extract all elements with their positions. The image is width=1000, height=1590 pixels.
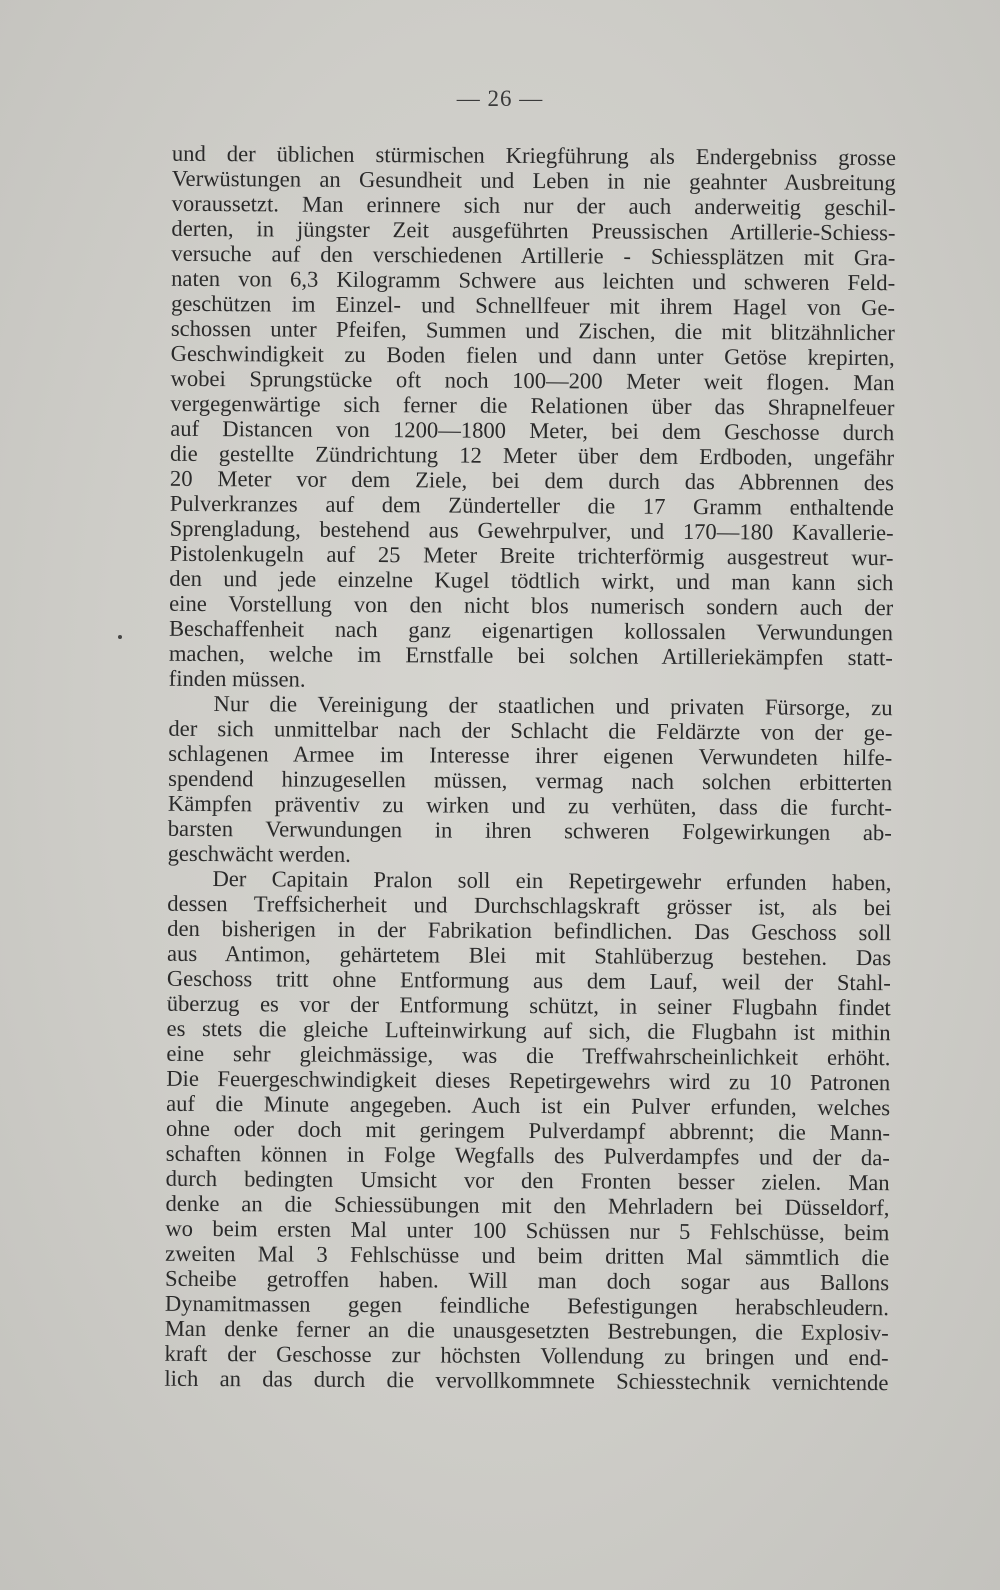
text-line: Pulverkranzes auf dem Zünderteller die 17 Gramm enthaltende [169, 490, 894, 521]
text-line: Geschoss tritt ohne Entformung aus dem Lauf, weil der Stahl- [166, 965, 891, 996]
text-line: lich an das durch die vervollkommnete Schiesstechnik vernichtende [164, 1365, 889, 1396]
text-line: finden müssen. [168, 665, 306, 692]
text-line: es stets die gleiche Lufteinwirkung auf sich, die Flugbahn ist mithin [166, 1015, 891, 1046]
text-line: den und jede einzelne Kugel tödtlich wirkt, und man kann sich [169, 565, 894, 596]
text-line: schaften können in Folge Wegfalls des Pulverdampfes und der da- [165, 1140, 890, 1171]
text-line: barsten Verwundungen in ihren schweren Folgewirkungen ab- [167, 815, 892, 846]
page-number: — 26 — [456, 86, 544, 111]
text-line: versuche auf den verschiedenen Artillerie - Schiessplätzen mit Gra- [171, 240, 896, 271]
body-text [164, 141, 896, 1395]
text-line: geschützen im Einzel- und Schnellfeuer mit ihrem Hagel von Ge- [170, 290, 896, 321]
text-line: Verwüstungen an Gesundheit und Leben in nie geahnter Ausbreitung [171, 165, 896, 196]
text-line: aus Antimon, gehärtetem Blei mit Stahlüberzug bestehen. Das [166, 940, 892, 971]
text-line: der sich unmittelbar nach der Schlacht die Feldärzte von der ge- [168, 715, 893, 746]
text-line: den bisherigen in der Fabrikation befindlichen. Das Geschoss soll [167, 915, 892, 946]
text-line: durch bedingten Umsicht vor den Fronten besser zielen. Man [165, 1165, 890, 1196]
text-line: schlagenen Armee im Interesse ihrer eigenen Verwundeten hilfe- [168, 740, 893, 771]
text-line: machen, welche im Ernstfalle bei solchen Artilleriekämpfen statt- [168, 640, 893, 671]
text-line: 20 Meter vor dem Ziele, bei dem durch das Abbrennen des [169, 465, 895, 496]
text-line: voraussetzt. Man erinnere sich nur der auch anderweitig geschil- [171, 190, 896, 221]
text-line: und der üblichen stürmischen Kriegführung als Endergebniss grosse [171, 140, 896, 171]
text-line: dessen Treffsicherheit und Durchschlagskraft grösser ist, als bei [167, 890, 892, 921]
text-line: Die Feuergeschwindigkeit dieses Repetirgewehrs wird zu 10 Patronen [166, 1065, 891, 1096]
text-line: die gestellte Zündrichtung 12 Meter über dem Erdboden, ungefähr [170, 440, 895, 471]
text-line: auf die Minute angegeben. Auch ist ein Pulver erfunden, welches [166, 1090, 891, 1121]
text-line: Kämpfen präventiv zu wirken und zu verhüten, dass die furcht- [167, 790, 893, 821]
text-line: derten, in jüngster Zeit ausgeführten Preussischen Artillerie-Schiess- [171, 215, 896, 246]
text-line: naten von 6,3 Kilogramm Schwere aus leichten und schweren Feld- [171, 265, 896, 296]
text-line: überzug es vor der Entformung schützt, in seiner Flugbahn findet [166, 990, 891, 1021]
text-line: Sprengladung, bestehend aus Gewehrpulver, und 170—180 Kavallerie- [169, 515, 894, 546]
text-line: Scheibe getroffen haben. Will man doch sogar aus Ballons [164, 1265, 890, 1296]
text-line: Geschwindigkeit zu Boden fielen und dann unter Getöse krepirten, [170, 340, 895, 371]
text-line: wo beim ersten Mal unter 100 Schüssen nur 5 Fehlschüsse, beim [165, 1215, 890, 1246]
text-line: vergegenwärtige sich ferner die Relationen über das Shrapnelfeuer [170, 390, 895, 421]
text-line: Man denke ferner an die unausgesetzten Bestrebungen, die Explosiv- [164, 1315, 889, 1346]
margin-mark [118, 635, 122, 639]
text-line: Beschaffenheit nach ganz eigenartigen kollossalen Verwundungen [168, 615, 894, 646]
text-line: spendend hinzugesellen müssen, vermag nach solchen erbitterten [168, 765, 893, 796]
text-line: eine Vorstellung von den nicht blos numerisch sondern auch der [169, 590, 894, 621]
text-line: denke an die Schiessübungen mit den Mehrladern bei Düsseldorf, [165, 1190, 890, 1221]
text-line: zweiten Mal 3 Fehlschüsse und beim dritten Mal sämmtlich die [165, 1240, 890, 1271]
text-line: Dynamitmassen gegen feindliche Befestigungen herabschleudern. [164, 1290, 889, 1321]
text-line: geschwächt werden. [167, 840, 351, 867]
text-line: schossen unter Pfeifen, Summen und Zischen, die mit blitzähnlicher [170, 315, 895, 346]
text-line: auf Distancen von 1200—1800 Meter, bei dem Geschosse durch [170, 415, 895, 446]
text-line: eine sehr gleichmässige, was die Treffwahrscheinlichkeit erhöht. [166, 1040, 891, 1071]
text-line: Der Capitain Pralon soll ein Repetirgewehr erfunden haben, [212, 866, 892, 896]
text-line: kraft der Geschosse zur höchsten Vollendung zu bringen und end- [164, 1340, 889, 1371]
text-line: Pistolenkugeln auf 25 Meter Breite trichterförmig ausgestreut wur- [169, 540, 894, 571]
text-line: Nur die Vereinigung der staatlichen und privaten Fürsorge, zu [213, 691, 893, 721]
text-line: wobei Sprungstücke oft noch 100—200 Meter weit flogen. Man [170, 365, 895, 396]
text-line: ohne oder doch mit geringem Pulverdampf abbrennt; die Mann- [165, 1115, 891, 1146]
